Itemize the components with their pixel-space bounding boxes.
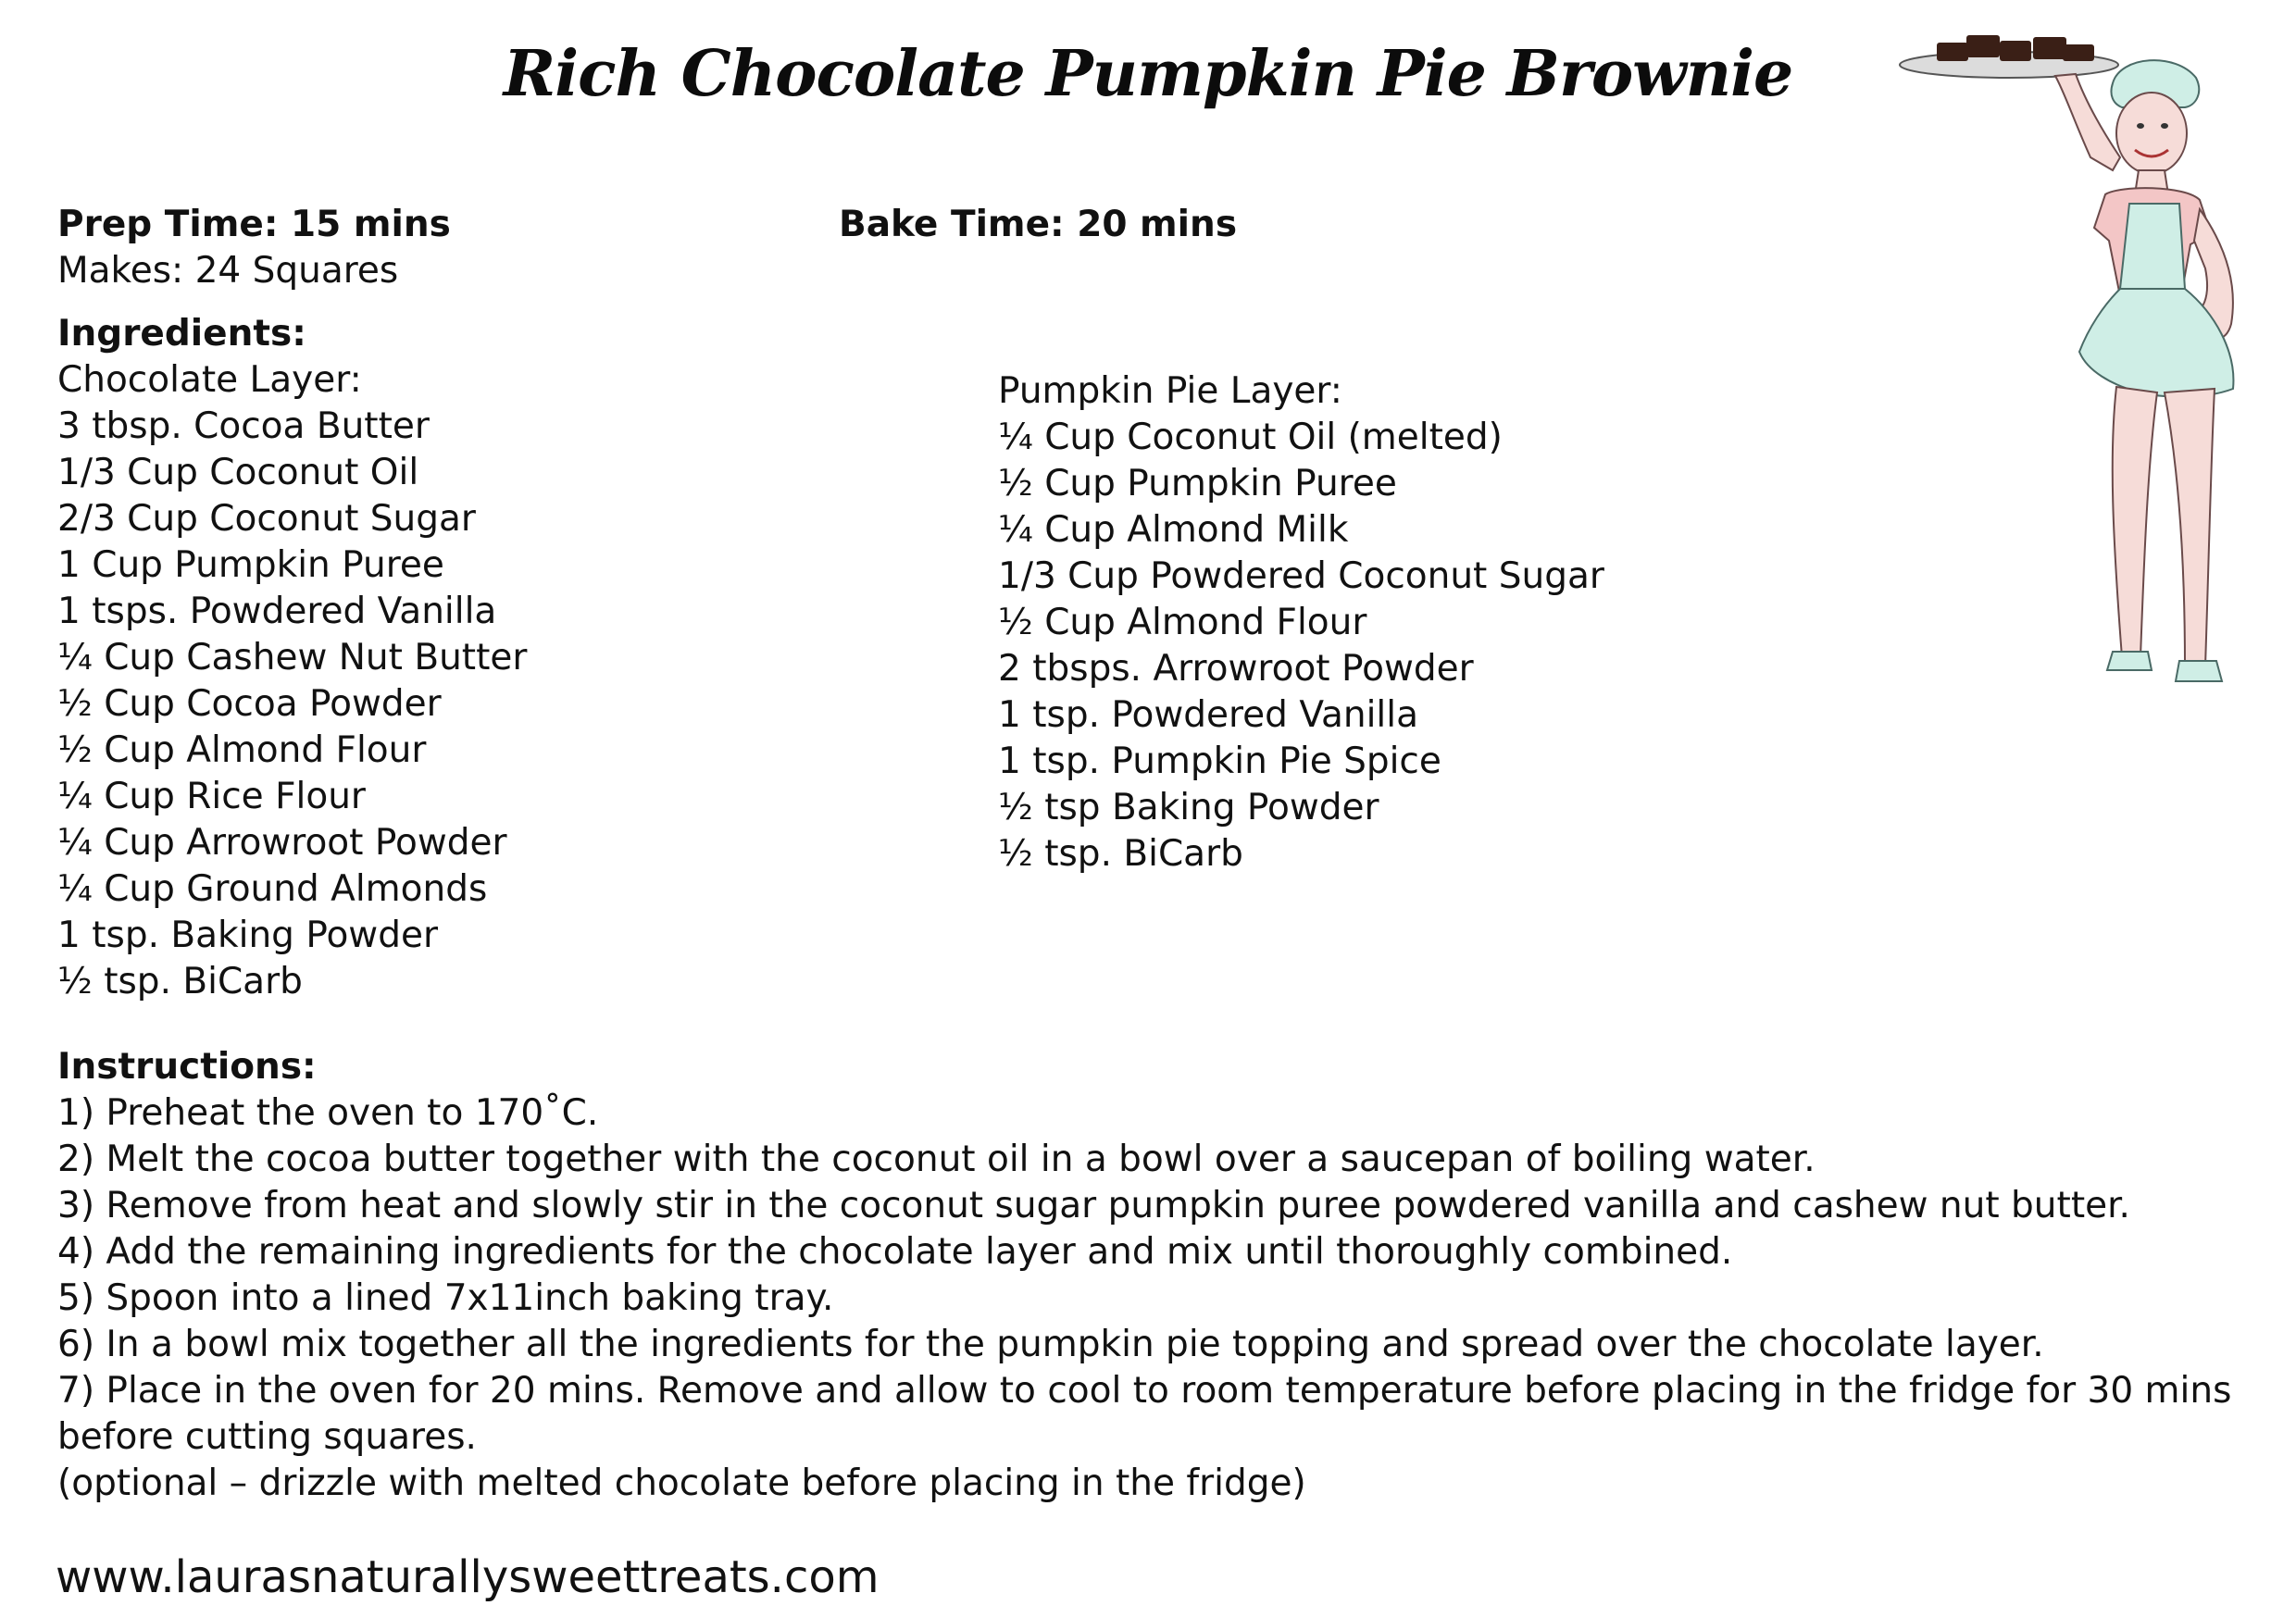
list-item: 1/3 Cup Coconut Oil	[57, 452, 419, 493]
head	[2116, 93, 2187, 174]
right-shoe	[2176, 661, 2222, 681]
brownie	[2063, 44, 2094, 61]
list-item: ½ tsp. BiCarb	[998, 833, 1243, 875]
list-item: 1 tsp. Pumpkin Pie Spice	[998, 741, 1441, 782]
chocolate-layer-heading: Chocolate Layer:	[57, 359, 362, 401]
raised-arm	[2055, 74, 2120, 170]
brownie-tray	[1900, 35, 2118, 78]
list-item: ¼ Cup Coconut Oil (melted)	[998, 417, 1503, 458]
list-item: ¼ Cup Cashew Nut Butter	[57, 637, 528, 678]
instruction-step: (optional – drizzle with melted chocolate before placing in the fridge)	[57, 1462, 1306, 1504]
instruction-step: 1) Preheat the oven to 170˚C.	[57, 1092, 599, 1134]
list-item: ½ Cup Almond Flour	[998, 602, 1367, 643]
list-item: ¼ Cup Arrowroot Powder	[57, 822, 507, 864]
brownie	[1937, 43, 1968, 61]
instruction-step: 3) Remove from heat and slowly stir in the coconut sugar pumpkin puree powdered vanilla and cashew nut butter.	[57, 1185, 2130, 1226]
list-item: 3 tbsp. Cocoa Butter	[57, 405, 430, 447]
pumpkin-layer-list	[998, 415, 1604, 877]
bake-time: Bake Time: 20 mins	[839, 204, 1238, 245]
brownie	[2000, 41, 2031, 61]
chocolate-layer-list	[57, 404, 527, 1005]
instruction-step: 5) Spoon into a lined 7x11inch baking tray.	[57, 1277, 834, 1319]
list-item: 1 Cup Pumpkin Puree	[57, 544, 444, 586]
recipe-title: Rich Chocolate Pumpkin Pie Brownie	[503, 37, 1793, 111]
instruction-step: 2) Melt the cocoa butter together with the coconut oil in a bowl over a saucepan of boiling water.	[57, 1139, 1816, 1180]
list-item: ½ tsp. BiCarb	[57, 961, 303, 1002]
list-item: 2/3 Cup Coconut Sugar	[57, 498, 476, 540]
list-item: ¼ Cup Almond Milk	[998, 509, 1349, 551]
list-item: 1 tsp. Baking Powder	[57, 915, 438, 956]
apron-bib	[2120, 204, 2185, 289]
instruction-step: 7) Place in the oven for 20 mins. Remove and allow to cool to room temperature before placing in the fridge for 30 mins before cutting squares.	[57, 1370, 2232, 1458]
list-item: 1/3 Cup Powdered Coconut Sugar	[998, 555, 1604, 597]
instruction-step: 6) In a bowl mix together all the ingredients for the pumpkin pie topping and spread over the chocolate layer.	[57, 1324, 2044, 1365]
left-leg	[2113, 387, 2157, 657]
list-item: 1 tsp. Powdered Vanilla	[998, 694, 1419, 736]
website-link[interactable]: www.laurasnaturallysweettreats.com	[56, 1551, 880, 1603]
instructions-section	[57, 1044, 2252, 1507]
instructions-heading: Instructions:	[57, 1046, 317, 1088]
list-item: 1 tsps. Powdered Vanilla	[57, 591, 497, 632]
brownie	[2033, 37, 2066, 59]
list-item: ½ tsp Baking Powder	[998, 787, 1379, 828]
list-item: ½ Cup Cocoa Powder	[57, 683, 442, 725]
instruction-step: 4) Add the remaining ingredients for the chocolate layer and mix until thoroughly combined.	[57, 1231, 1733, 1273]
list-item: ½ Cup Pumpkin Puree	[998, 463, 1397, 504]
pumpkin-layer-heading: Pumpkin Pie Layer:	[998, 370, 1342, 412]
makes: Makes: 24 Squares	[57, 250, 399, 292]
brownie	[1966, 35, 2000, 57]
right-leg	[2165, 389, 2215, 666]
list-item: 2 tbsps. Arrowroot Powder	[998, 648, 1474, 690]
list-item: ¼ Cup Rice Flour	[57, 776, 366, 817]
prep-time: Prep Time: 15 mins	[57, 204, 451, 245]
left-shoe	[2107, 652, 2152, 670]
list-item: ½ Cup Almond Flour	[57, 729, 427, 771]
list-item: ¼ Cup Ground Almonds	[57, 868, 488, 910]
waitress-illustration	[1870, 19, 2277, 703]
ingredients-heading: Ingredients:	[57, 313, 306, 355]
